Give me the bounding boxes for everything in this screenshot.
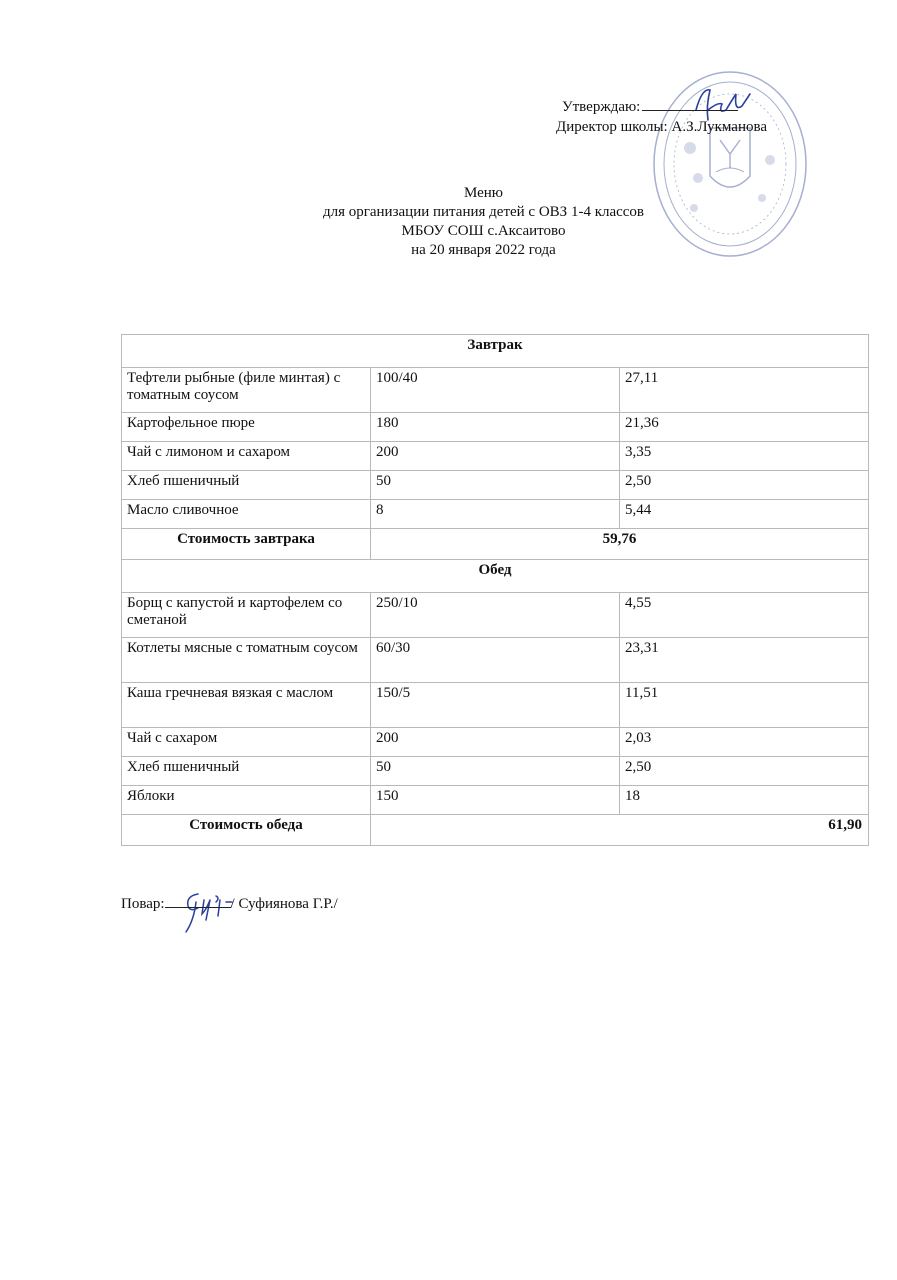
title-line-2: для организации питания детей с ОВЗ 1-4 классов [322,204,645,220]
title-line-4: на 20 января 2022 года [411,242,556,258]
cook-name: / Суфиянова Г.Р./ [230,896,338,912]
approval-signature-line [642,96,738,111]
dish-price: 3,35 [620,442,869,471]
dish-name: Картофельное пюре [122,413,371,442]
breakfast-heading: Завтрак [122,335,869,368]
table-row [122,786,869,815]
approval-label: Утверждаю: [562,99,641,115]
dish-portion: 50 [371,757,620,786]
menu-title [0,184,897,260]
table-row [122,683,869,728]
dish-name: Каша гречневая вязкая с маслом [122,683,371,728]
dish-name: Яблоки [122,786,371,815]
dish-portion: 50 [371,471,620,500]
breakfast-total-row [122,529,869,560]
table-row [122,500,869,529]
dish-portion: 60/30 [371,638,620,683]
cook-line [121,893,338,913]
director-name: А.З.Лукманова [671,119,768,135]
lunch-heading: Обед [122,560,869,593]
menu-table [121,334,869,846]
dish-portion: 100/40 [371,368,620,413]
dish-portion: 8 [371,500,620,529]
approval-block [556,96,856,137]
dish-price: 21,36 [620,413,869,442]
title-line-1: Меню [463,185,504,201]
dish-name: Тефтели рыбные (филе минтая) с томатным соусом [122,368,371,413]
dish-name: Масло сливочное [122,500,371,529]
dish-name: Котлеты мясные с томатным соусом [122,638,371,683]
dish-portion: 250/10 [371,593,620,638]
dish-price: 11,51 [620,683,869,728]
dish-price: 4,55 [620,593,869,638]
director-position: Директор школы: [556,119,668,135]
table-row [122,757,869,786]
dish-portion: 150/5 [371,683,620,728]
dish-price: 27,11 [620,368,869,413]
lunch-total-label: Стоимость обеда [122,815,371,846]
table-row [122,368,869,413]
dish-name: Чай с лимоном и сахаром [122,442,371,471]
table-row [122,593,869,638]
dish-name: Чай с сахаром [122,728,371,757]
breakfast-total-label: Стоимость завтрака [122,529,371,560]
dish-price: 5,44 [620,500,869,529]
breakfast-heading-row [122,335,869,368]
table-row [122,638,869,683]
table-row [122,728,869,757]
cook-label: Повар: [121,896,165,912]
table-row [122,413,869,442]
table-row [122,471,869,500]
dish-price: 18 [620,786,869,815]
dish-name: Хлеб пшеничный [122,471,371,500]
cook-signature-line [165,893,231,908]
lunch-total-value: 61,90 [371,815,869,846]
dish-portion: 200 [371,442,620,471]
dish-price: 2,03 [620,728,869,757]
lunch-heading-row [122,560,869,593]
dish-name: Борщ с капустой и картофелем со сметаной [122,593,371,638]
title-line-3: МБОУ СОШ с.Аксаитово [401,223,566,239]
dish-portion: 150 [371,786,620,815]
dish-price: 23,31 [620,638,869,683]
dish-portion: 200 [371,728,620,757]
breakfast-total-value: 59,76 [371,529,869,560]
dish-price: 2,50 [620,471,869,500]
lunch-total-row [122,815,869,846]
dish-name: Хлеб пшеничный [122,757,371,786]
table-row [122,442,869,471]
dish-price: 2,50 [620,757,869,786]
dish-portion: 180 [371,413,620,442]
